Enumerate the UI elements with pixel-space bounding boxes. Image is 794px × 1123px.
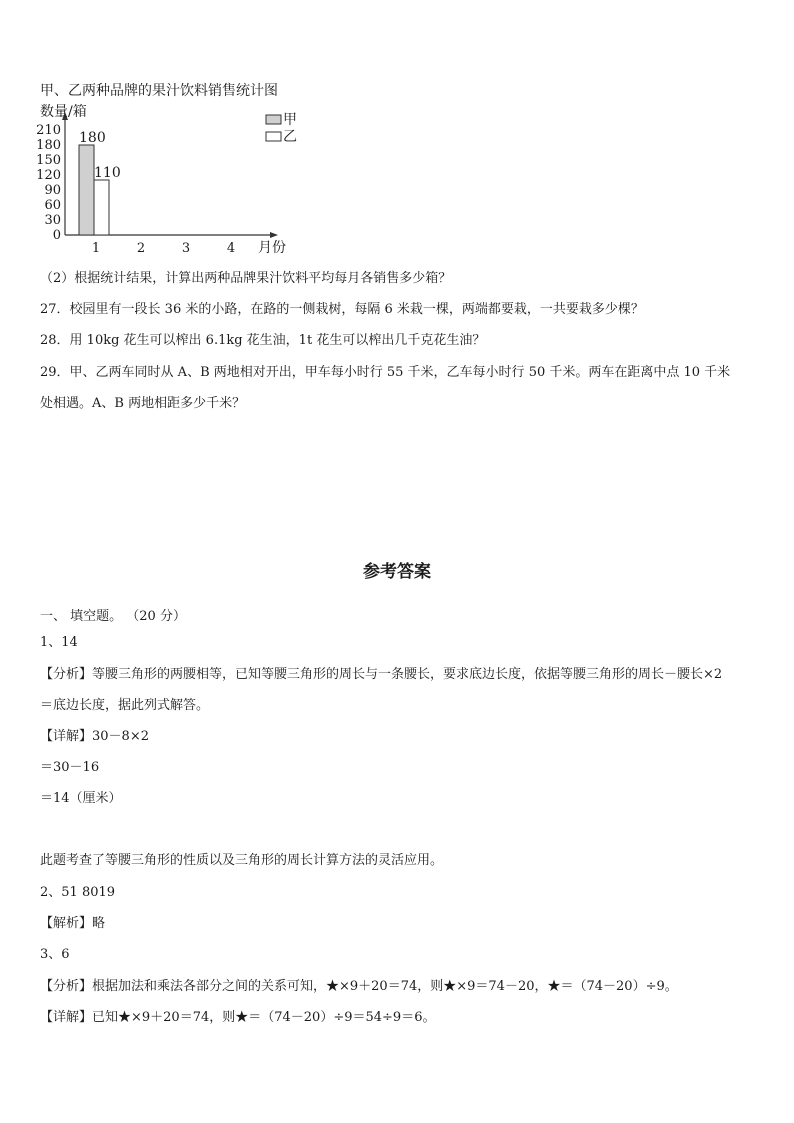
y-tick-label: 30 — [44, 213, 61, 228]
legend-swatch — [266, 115, 281, 124]
bar-data-label: 110 — [94, 165, 121, 181]
answer-1-note: 此题考查了等腰三角形的性质以及三角形的周长计算方法的灵活应用。 — [40, 853, 444, 868]
x-tick-label: 3 — [181, 241, 191, 256]
legend-label: 乙 — [283, 129, 297, 145]
chart-title: 甲、乙两种品牌的果汁饮料销售统计图 — [40, 83, 278, 99]
y-tick-label: 150 — [36, 153, 61, 168]
y-ticks — [36, 123, 61, 243]
x-tick-label: 2 — [136, 241, 146, 256]
y-axis-label: 数量/箱 — [40, 104, 87, 120]
answer-1-detail-1: 【详解】30－8×2 — [40, 729, 149, 744]
answer-2-analysis: 【解析】略 — [40, 916, 106, 931]
answer-1-detail-3: ＝14（厘米） — [40, 791, 122, 806]
answer-1-analysis-1: 【分析】等腰三角形的两腰相等，已知等腰三角形的周长与一条腰长，要求底边长度，依据等腰三角形的周长－腰长×2 — [40, 667, 723, 682]
x-axis-label: 月份 — [258, 240, 286, 256]
chart-legend — [266, 112, 297, 145]
y-tick-label: 210 — [36, 123, 61, 138]
x-axis-arrow — [270, 232, 278, 238]
x-tick-label: 4 — [226, 241, 236, 256]
question-29-line1: 29．甲、乙两车同时从 A、B 两地相对开出，甲车每小时行 55 千米，乙车每小时行 50 千米。两车在距离中点 10 千米 — [40, 365, 731, 380]
legend-swatch — [266, 132, 281, 141]
question-27: 27．校园里有一段长 36 米的小路，在路的一侧栽树，每隔 6 米栽一棵，两端都要栽，一共要栽多少棵？ — [40, 302, 644, 317]
y-tick-label: 0 — [52, 228, 61, 243]
answer-3-analysis: 【分析】根据加法和乘法各部分之间的关系可知，★×9＋20＝74，则★×9＝74－20，★＝（74－20）÷9。 — [40, 979, 678, 994]
bar-data-label: 180 — [79, 130, 106, 146]
y-tick-label: 90 — [44, 183, 61, 198]
answer-2-head: 2、51 8019 — [40, 885, 116, 900]
bar — [79, 145, 94, 235]
bar — [94, 180, 109, 235]
question-28: 28．用 10kg 花生可以榨出 6.1kg 花生油，1t 花生可以榨出几千克花生油？ — [40, 333, 486, 348]
answer-1-head: 1、14 — [40, 635, 78, 650]
y-tick-label: 60 — [44, 198, 61, 213]
chart-axes — [40, 103, 286, 256]
answer-3-head: 3、6 — [40, 947, 70, 962]
answer-title: 参考答案 — [363, 562, 431, 582]
legend-label: 甲 — [283, 112, 297, 128]
answer-3-detail: 【详解】已知★×9＋20＝74，则★＝（74－20）÷9＝54÷9＝6。 — [40, 1010, 436, 1025]
bar-chart — [32, 100, 312, 260]
y-tick-label: 120 — [36, 168, 61, 183]
section-1-heading: 一、 填空题。 （20 分） — [40, 609, 186, 624]
bars — [79, 130, 121, 235]
y-tick-label: 180 — [36, 138, 61, 153]
question-29-line2: 处相遇。A、B 两地相距多少千米？ — [40, 396, 246, 411]
answer-1-analysis-2: ＝底边长度，据此列式解答。 — [40, 698, 210, 713]
question-26-2: （2）根据统计结果，计算出两种品牌果汁饮料平均每月各销售多少箱？ — [40, 271, 452, 286]
x-ticks — [92, 241, 235, 256]
answer-1-detail-2: ＝30－16 — [40, 760, 100, 775]
x-tick-label: 1 — [91, 241, 101, 256]
